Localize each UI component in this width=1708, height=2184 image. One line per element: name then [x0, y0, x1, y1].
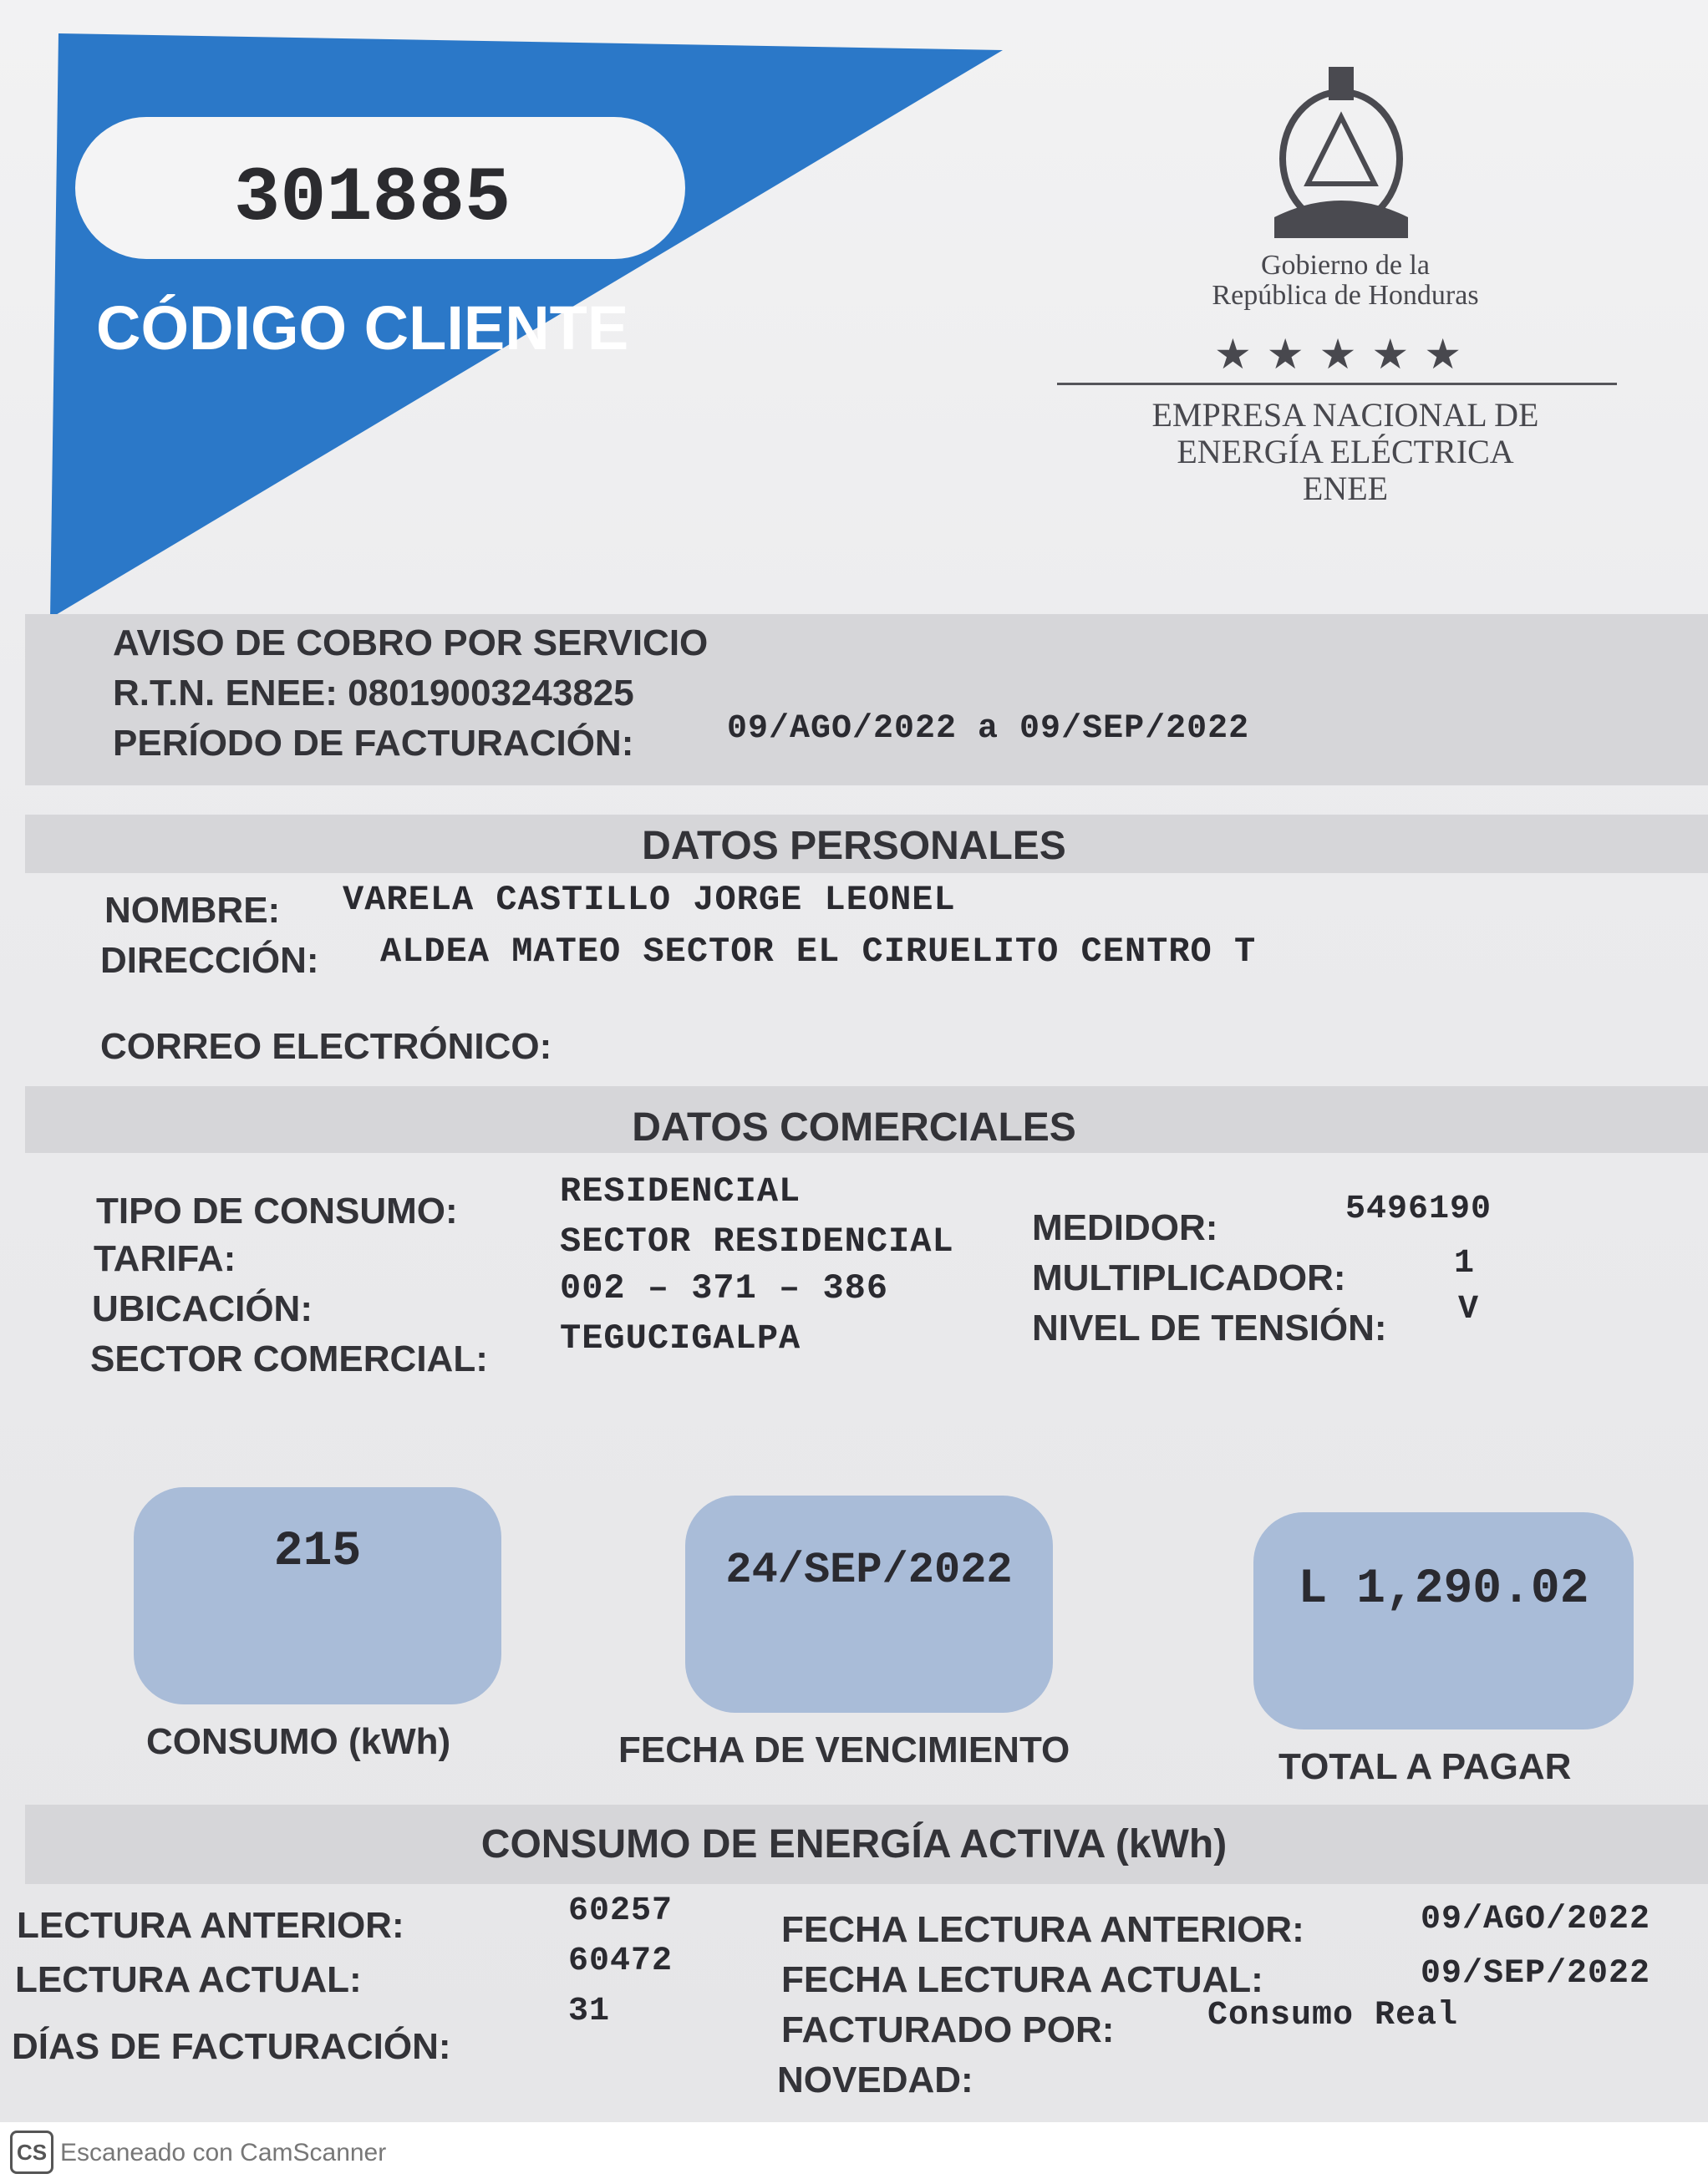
fecha-lectura-actual-value: 09/SEP/2022: [1421, 1955, 1651, 1993]
camscanner-text: Escaneado con CamScanner: [60, 2139, 387, 2166]
gov-name: Gobierno de la República de Honduras: [1212, 250, 1479, 311]
nivel-tension-label: NIVEL DE TENSIÓN:: [1032, 1308, 1387, 1348]
nombre-value: VARELA CASTILLO JORGE LEONEL: [343, 880, 956, 920]
vencimiento-box: [685, 1496, 1053, 1713]
honduras-seal-icon: [1258, 58, 1425, 242]
direccion-value: ALDEA MATEO SECTOR EL CIRUELITO CENTRO T: [380, 932, 1257, 972]
novedad-label: NOVEDAD:: [777, 2060, 973, 2100]
total-label: TOTAL A PAGAR: [1278, 1746, 1572, 1787]
camscanner-logo-icon: CS: [10, 2131, 53, 2174]
periodo-value: 09/AGO/2022 a 09/SEP/2022: [727, 710, 1250, 748]
nivel-tension-value: V: [1458, 1291, 1480, 1328]
consumo-value: 215: [273, 1525, 362, 1579]
vencimiento-label: FECHA DE VENCIMIENTO: [618, 1729, 1070, 1770]
lectura-actual-value: 60472: [568, 1943, 674, 1980]
facturado-por-label: FACTURADO POR:: [781, 2009, 1115, 2050]
datos-personales-title: DATOS PERSONALES: [642, 824, 1066, 868]
fecha-lectura-actual-label: FECHA LECTURA ACTUAL:: [781, 1959, 1263, 2000]
dias-facturacion-value: 31: [568, 1993, 611, 2030]
consumo-label: CONSUMO (kWh): [146, 1721, 451, 1762]
tarifa-label: TARIFA:: [94, 1238, 236, 1279]
ubicacion-value: 002 – 371 – 386: [560, 1268, 889, 1308]
client-code-label: CÓDIGO CLIENTE: [96, 293, 629, 363]
lectura-anterior-value: 60257: [568, 1892, 674, 1930]
fecha-lectura-anterior-value: 09/AGO/2022: [1421, 1901, 1651, 1938]
company-name: EMPRESA NACIONAL DE ENERGÍA ELÉCTRICA ENEE: [1151, 396, 1539, 507]
datos-comerciales-title: DATOS COMERCIALES: [632, 1105, 1076, 1150]
dias-facturacion-label: DÍAS DE FACTURACIÓN:: [12, 2026, 451, 2067]
sector-comercial-value: TEGUCIGALPA: [560, 1318, 801, 1359]
tipo-consumo-value: RESIDENCIAL: [560, 1171, 801, 1211]
direccion-label: DIRECCIÓN:: [100, 940, 319, 981]
consumo-box: [134, 1487, 501, 1704]
total-value: L 1,290.02: [1298, 1562, 1589, 1617]
client-code-value: 301885: [234, 155, 511, 242]
aviso-title: AVISO DE COBRO POR SERVICIO: [113, 622, 709, 663]
multiplicador-label: MULTIPLICADOR:: [1032, 1257, 1346, 1298]
total-box: [1253, 1512, 1634, 1729]
correo-label: CORREO ELECTRÓNICO:: [100, 1026, 552, 1067]
vencimiento-value: 24/SEP/2022: [725, 1546, 1013, 1595]
scanner-footer: [0, 2122, 1708, 2184]
medidor-label: MEDIDOR:: [1032, 1207, 1218, 1248]
lectura-actual-label: LECTURA ACTUAL:: [15, 1959, 362, 2000]
facturado-por-value: Consumo Real: [1207, 1997, 1459, 2034]
divider: [1057, 383, 1617, 385]
lectura-anterior-label: LECTURA ANTERIOR:: [17, 1905, 404, 1946]
sector-comercial-label: SECTOR COMERCIAL:: [90, 1338, 488, 1379]
multiplicador-value: 1: [1454, 1245, 1476, 1282]
rtn-line: R.T.N. ENEE: 08019003243825: [113, 673, 634, 714]
ubicacion-label: UBICACIÓN:: [92, 1288, 313, 1329]
tarifa-value: SECTOR RESIDENCIAL: [560, 1222, 954, 1262]
energia-title: CONSUMO DE ENERGÍA ACTIVA (kWh): [480, 1822, 1228, 1867]
medidor-value: 5496190: [1345, 1191, 1492, 1228]
stars-row: ★★★★★: [1213, 331, 1477, 378]
fecha-lectura-anterior-label: FECHA LECTURA ANTERIOR:: [781, 1909, 1304, 1950]
tipo-consumo-label: TIPO DE CONSUMO:: [96, 1191, 458, 1232]
nombre-label: NOMBRE:: [104, 890, 281, 931]
periodo-label: PERÍODO DE FACTURACIÓN:: [113, 723, 634, 764]
